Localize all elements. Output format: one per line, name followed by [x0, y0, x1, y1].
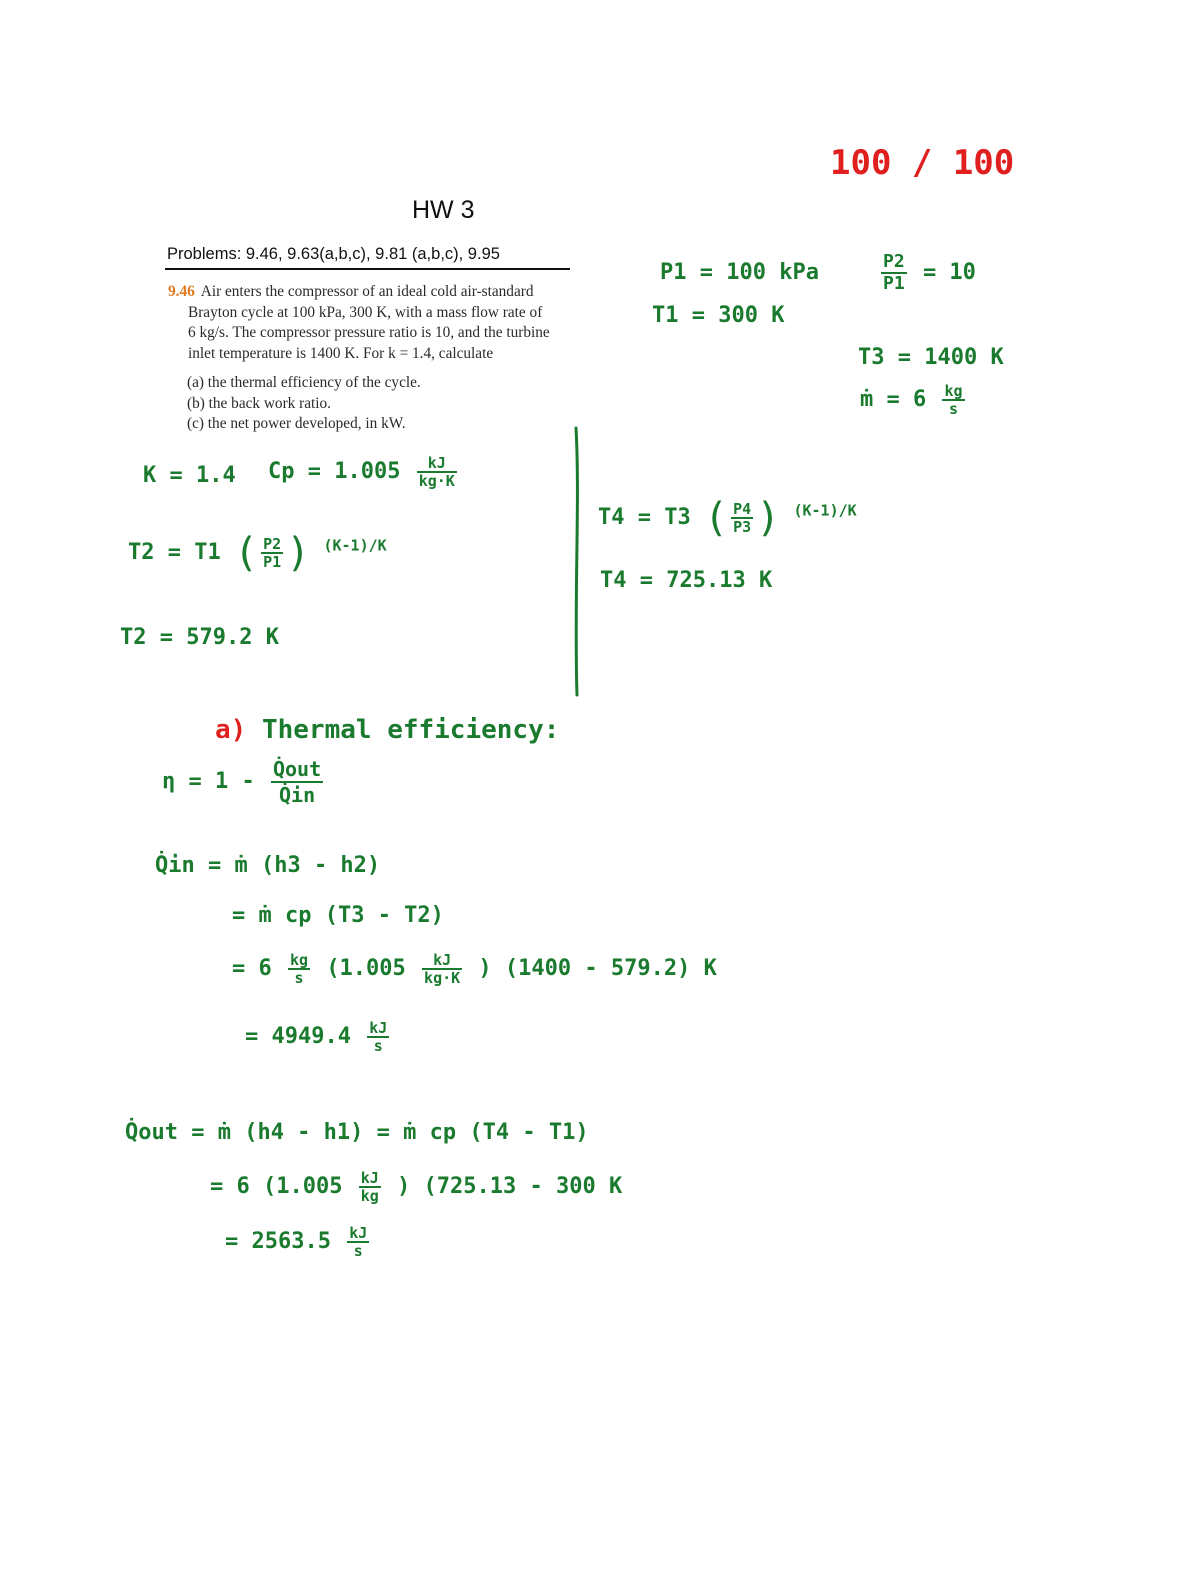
problem-line-2: Brayton cycle at 100 kPa, 300 K, with a mass flow rate of [188, 303, 543, 321]
problem-line-1: Air enters the compressor of an ideal cold air-standard [200, 283, 534, 300]
t2-result: T2 = 579.2 K [120, 625, 279, 650]
part-a-heading [215, 715, 559, 745]
t4-equation: T4 = T3 ( $\frac{P4}{P3}$ ) $^{(K-1)/K}$ [598, 495, 857, 541]
qout-result-unit-num: kJ [349, 1224, 368, 1242]
part-a-label: a) [215, 715, 247, 745]
problem-line-3: 6 kg/s. The compressor pressure ratio is 10, and the turbine [188, 324, 550, 341]
qin-line-2: = ṁ cp (T3 - T2) [232, 903, 444, 928]
qin-l3-temps: ) (1400 - 579.2) K [478, 956, 717, 981]
k-value: K = 1.4 [143, 463, 236, 488]
given-t3: T3 = 1400 K [858, 345, 1004, 370]
t2-ratio-num: P2 [263, 535, 282, 553]
mdot-unit-den: s [949, 400, 959, 418]
problem-line-4: inlet temperature is 1400 K. For k = 1.4, calculate [188, 344, 494, 362]
part-a-title: Thermal efficiency: [261, 715, 560, 745]
page-title: HW 3 [412, 196, 475, 224]
qout-result-unit-den: s [353, 1242, 363, 1260]
mdot-value: ṁ = 6 [860, 387, 927, 412]
part-a-text: (a) the thermal efficiency of the cycle. [187, 374, 421, 391]
qin-l3-mass: = 6 [232, 956, 272, 981]
ratio-value: = 10 [922, 260, 976, 285]
qin-line-4 [245, 1020, 392, 1054]
part-b-text: (b) the back work ratio. [187, 394, 331, 412]
eta-numerator: Q̇out [272, 757, 322, 781]
t2-exponent: (K-1)/K [323, 536, 387, 555]
qout-l2-unit-num: kJ [360, 1169, 379, 1187]
problem-number: 9.46 [168, 283, 195, 300]
t4-ratio-den: P3 [733, 518, 752, 536]
eta-lhs: η = 1 - [162, 769, 255, 794]
score-mark: 100 / 100 [830, 143, 1015, 183]
qout-l2-unit-den: kg [360, 1187, 379, 1205]
t4-exponent: (K-1)/K [793, 501, 857, 520]
qin-result: = 4949.4 [245, 1024, 351, 1049]
t4-ratio-num: P4 [733, 500, 752, 518]
t2-lhs: T2 = T1 [128, 540, 221, 565]
eta-denominator: Q̇in [278, 783, 316, 807]
qin-result-unit-num: kJ [369, 1019, 388, 1037]
qout-line-2 [210, 1170, 622, 1204]
qin-l3-unit2-num: kJ [422, 952, 462, 970]
t2-ratio-den: P1 [263, 553, 282, 571]
given-t1: T1 = 300 K [652, 303, 785, 328]
qin-l3-cp: (1.005 [326, 956, 406, 981]
mdot-unit-num: kg [944, 382, 963, 400]
qout-l2-prefix: = 6 (1.005 [210, 1174, 343, 1199]
ratio-denominator: P1 [883, 273, 905, 294]
t2-equation: T2 = T1 ( $\frac{P2}{P1}$ ) $^{(K-1)/K}$ [128, 530, 387, 576]
part-c-text: (c) the net power developed, in kW. [187, 415, 406, 432]
qout-result: = 2563.5 [225, 1229, 331, 1254]
efficiency-equation [162, 757, 326, 807]
cp-unit-den: kg·K [418, 472, 455, 490]
qin-l3-unit1-num: kg [290, 951, 309, 969]
qin-l3-unit2-den: kg·K [424, 969, 461, 987]
cp-unit-num: kJ [417, 455, 457, 473]
t4-lhs: T4 = T3 [598, 505, 691, 530]
t4-result: T4 = 725.13 K [600, 568, 773, 593]
qin-result-unit-den: s [373, 1037, 383, 1055]
qout-line-3 [225, 1225, 372, 1259]
problems-list: Problems: 9.46, 9.63(a,b,c), 9.81 (a,b,c), 9.95 [167, 245, 500, 263]
qout-line-1: Q̇out = ṁ (h4 - h1) = ṁ cp (T4 - T1) [125, 1120, 589, 1145]
qin-l3-unit1-den: s [294, 969, 304, 987]
ratio-numerator: P2 [883, 251, 905, 272]
cp-number: Cp = 1.005 [268, 459, 401, 484]
given-p1: P1 = 100 kPa [660, 260, 819, 285]
qin-line-3 [232, 952, 717, 986]
qout-l2-temps: ) (725.13 - 300 K [397, 1174, 623, 1199]
qin-line-1: Q̇in = ṁ (h3 - h2) [155, 853, 381, 878]
